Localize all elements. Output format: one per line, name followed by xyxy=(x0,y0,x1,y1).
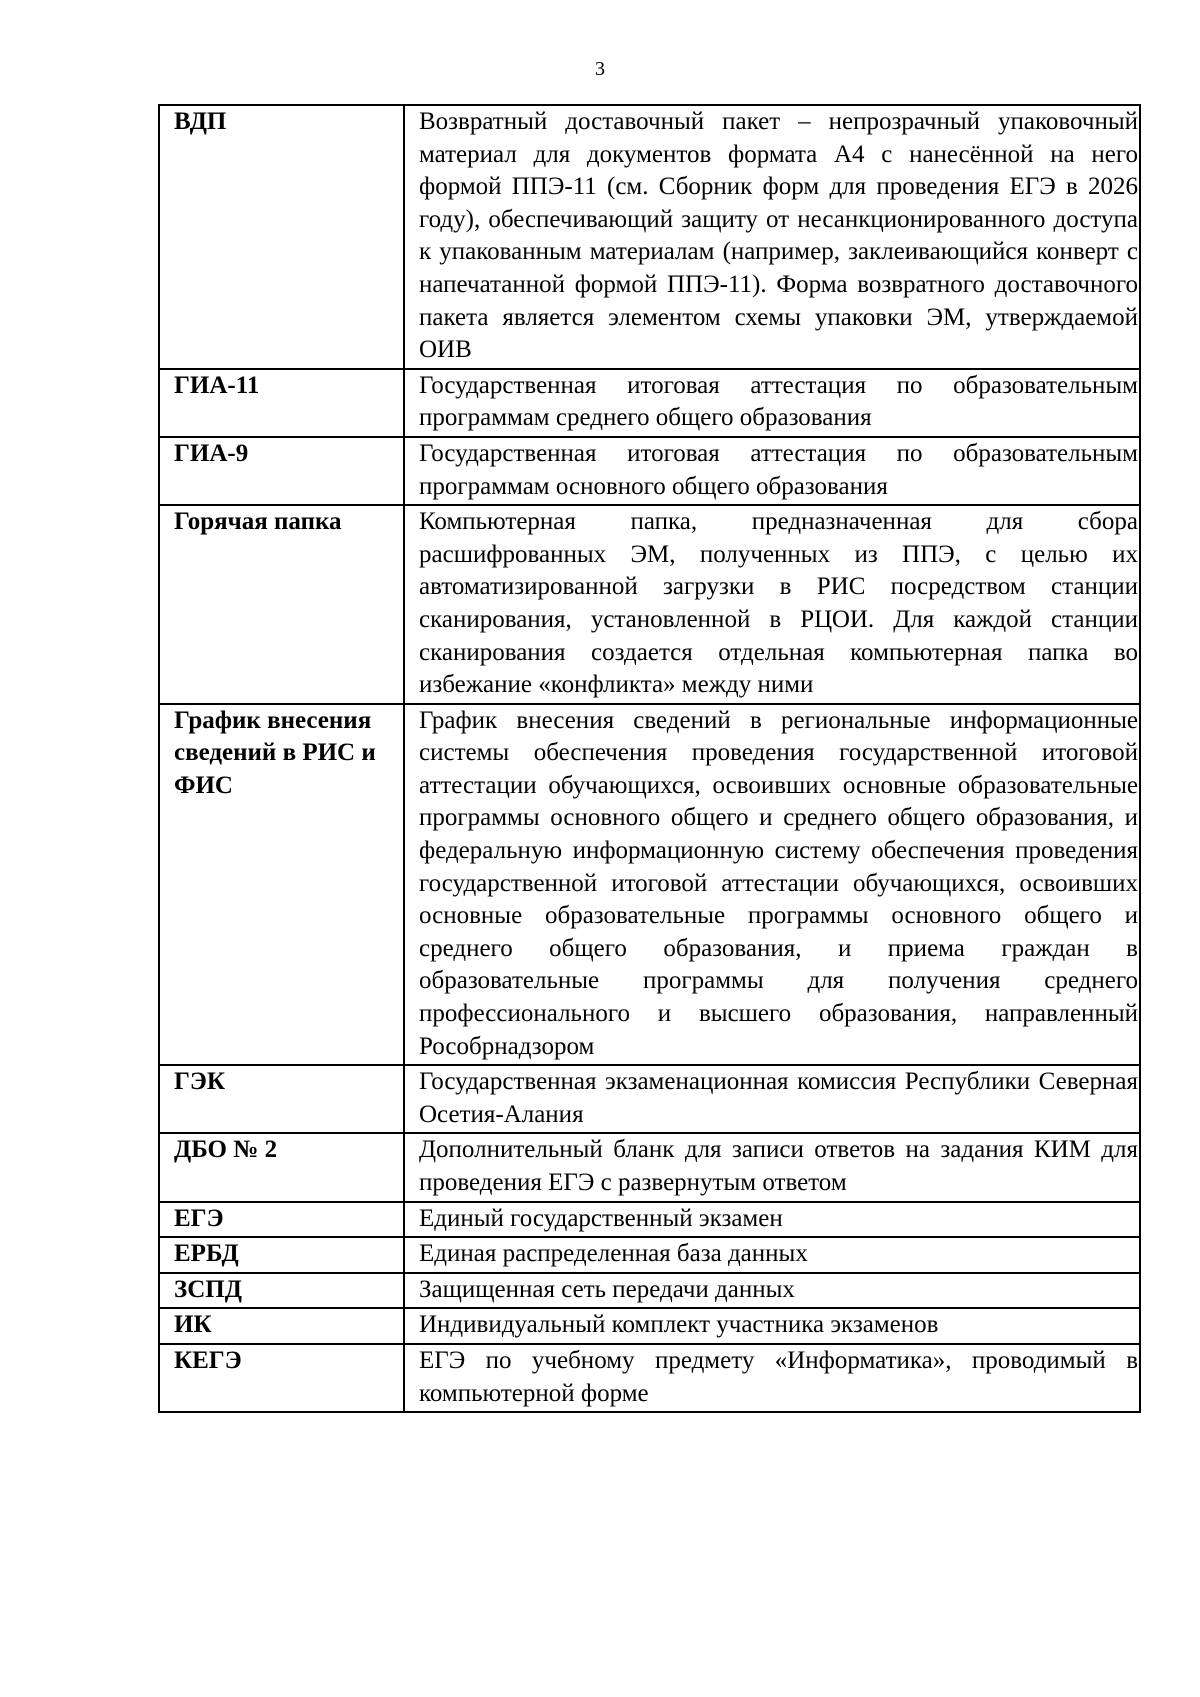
term-cell: ЕГЭ xyxy=(159,1202,404,1238)
definition-cell: Защищенная сеть передачи данных xyxy=(404,1273,1140,1309)
term-cell: ГИА-9 xyxy=(159,437,404,505)
definition-cell: Компьютерная папка, предназначенная для сбора расшифрованных ЭМ, полученных из ППЭ, с целью их автоматизированной загрузки в РИС посредством станции сканирования, установленной в РЦОИ. Для каждой станции сканирования создается отдельная компьютерная папка во избежание «конфликта» между ними xyxy=(404,505,1140,704)
table-row xyxy=(159,1202,1140,1238)
term-cell: Горячая папка xyxy=(159,505,404,704)
definition-cell: Индивидуальный комплект участника экзаменов xyxy=(404,1308,1140,1344)
page-number: 3 xyxy=(595,58,605,80)
table-row xyxy=(159,1344,1140,1412)
term-cell: ЗСПД xyxy=(159,1273,404,1309)
definition-cell: ЕГЭ по учебному предмету «Информатика», проводимый в компьютерной форме xyxy=(404,1344,1140,1412)
table-row xyxy=(159,704,1140,1066)
definition-cell: Дополнительный бланк для записи ответов на задания КИМ для проведения ЕГЭ с развернутым ответом xyxy=(404,1133,1140,1201)
term-cell: ДБО № 2 xyxy=(159,1133,404,1201)
term-cell: КЕГЭ xyxy=(159,1344,404,1412)
glossary-table xyxy=(158,104,1141,1413)
definition-cell: Государственная экзаменационная комиссия Республики Северная Осетия-Алания xyxy=(404,1065,1140,1133)
term-cell: ЕРБД xyxy=(159,1237,404,1273)
table-row xyxy=(159,437,1140,505)
term-cell: ГИА-11 xyxy=(159,369,404,437)
term-cell: ИК xyxy=(159,1308,404,1344)
table-row xyxy=(159,1308,1140,1344)
definition-cell: График внесения сведений в региональные информационные системы обеспечения проведения государственной итоговой аттестации обучающихся, освоивших основные образовательные программы основного общего и среднего общего образования, и федеральную информационную систему обеспечения проведения государственной итоговой аттестации обучающихся, освоивших основные образовательные программы основного общего и среднего общего образования, и приема граждан в образовательные программы для получения среднего профессионального и высшего образования, направленный Рособрнадзором xyxy=(404,704,1140,1066)
definition-cell: Государственная итоговая аттестация по образовательным программам основного общего образования xyxy=(404,437,1140,505)
table-row xyxy=(159,1133,1140,1201)
term-cell: График внесения сведений в РИС и ФИС xyxy=(159,704,404,1066)
table-row xyxy=(159,369,1140,437)
definition-cell: Единый государственный экзамен xyxy=(404,1202,1140,1238)
table-row xyxy=(159,505,1140,704)
table-row xyxy=(159,1065,1140,1133)
definition-cell: Возвратный доставочный пакет – непрозрачный упаковочный материал для документов формата А4 с нанесённой на него формой ППЭ-11 (см. Сборник форм для проведения ЕГЭ в 2026 году), обеспечивающий защиту от несанкционированного доступа к упакованным материалам (например, заклеивающийся конверт с напечатанной формой ППЭ-11). Форма возвратного доставочного пакета является элементом схемы упаковки ЭМ, утверждаемой ОИВ xyxy=(404,105,1140,369)
definition-cell: Единая распределенная база данных xyxy=(404,1237,1140,1273)
term-cell: ГЭК xyxy=(159,1065,404,1133)
table-row xyxy=(159,1237,1140,1273)
table-row xyxy=(159,1273,1140,1309)
definition-cell: Государственная итоговая аттестация по образовательным программам среднего общего образования xyxy=(404,369,1140,437)
term-cell: ВДП xyxy=(159,105,404,369)
table-row xyxy=(159,105,1140,369)
